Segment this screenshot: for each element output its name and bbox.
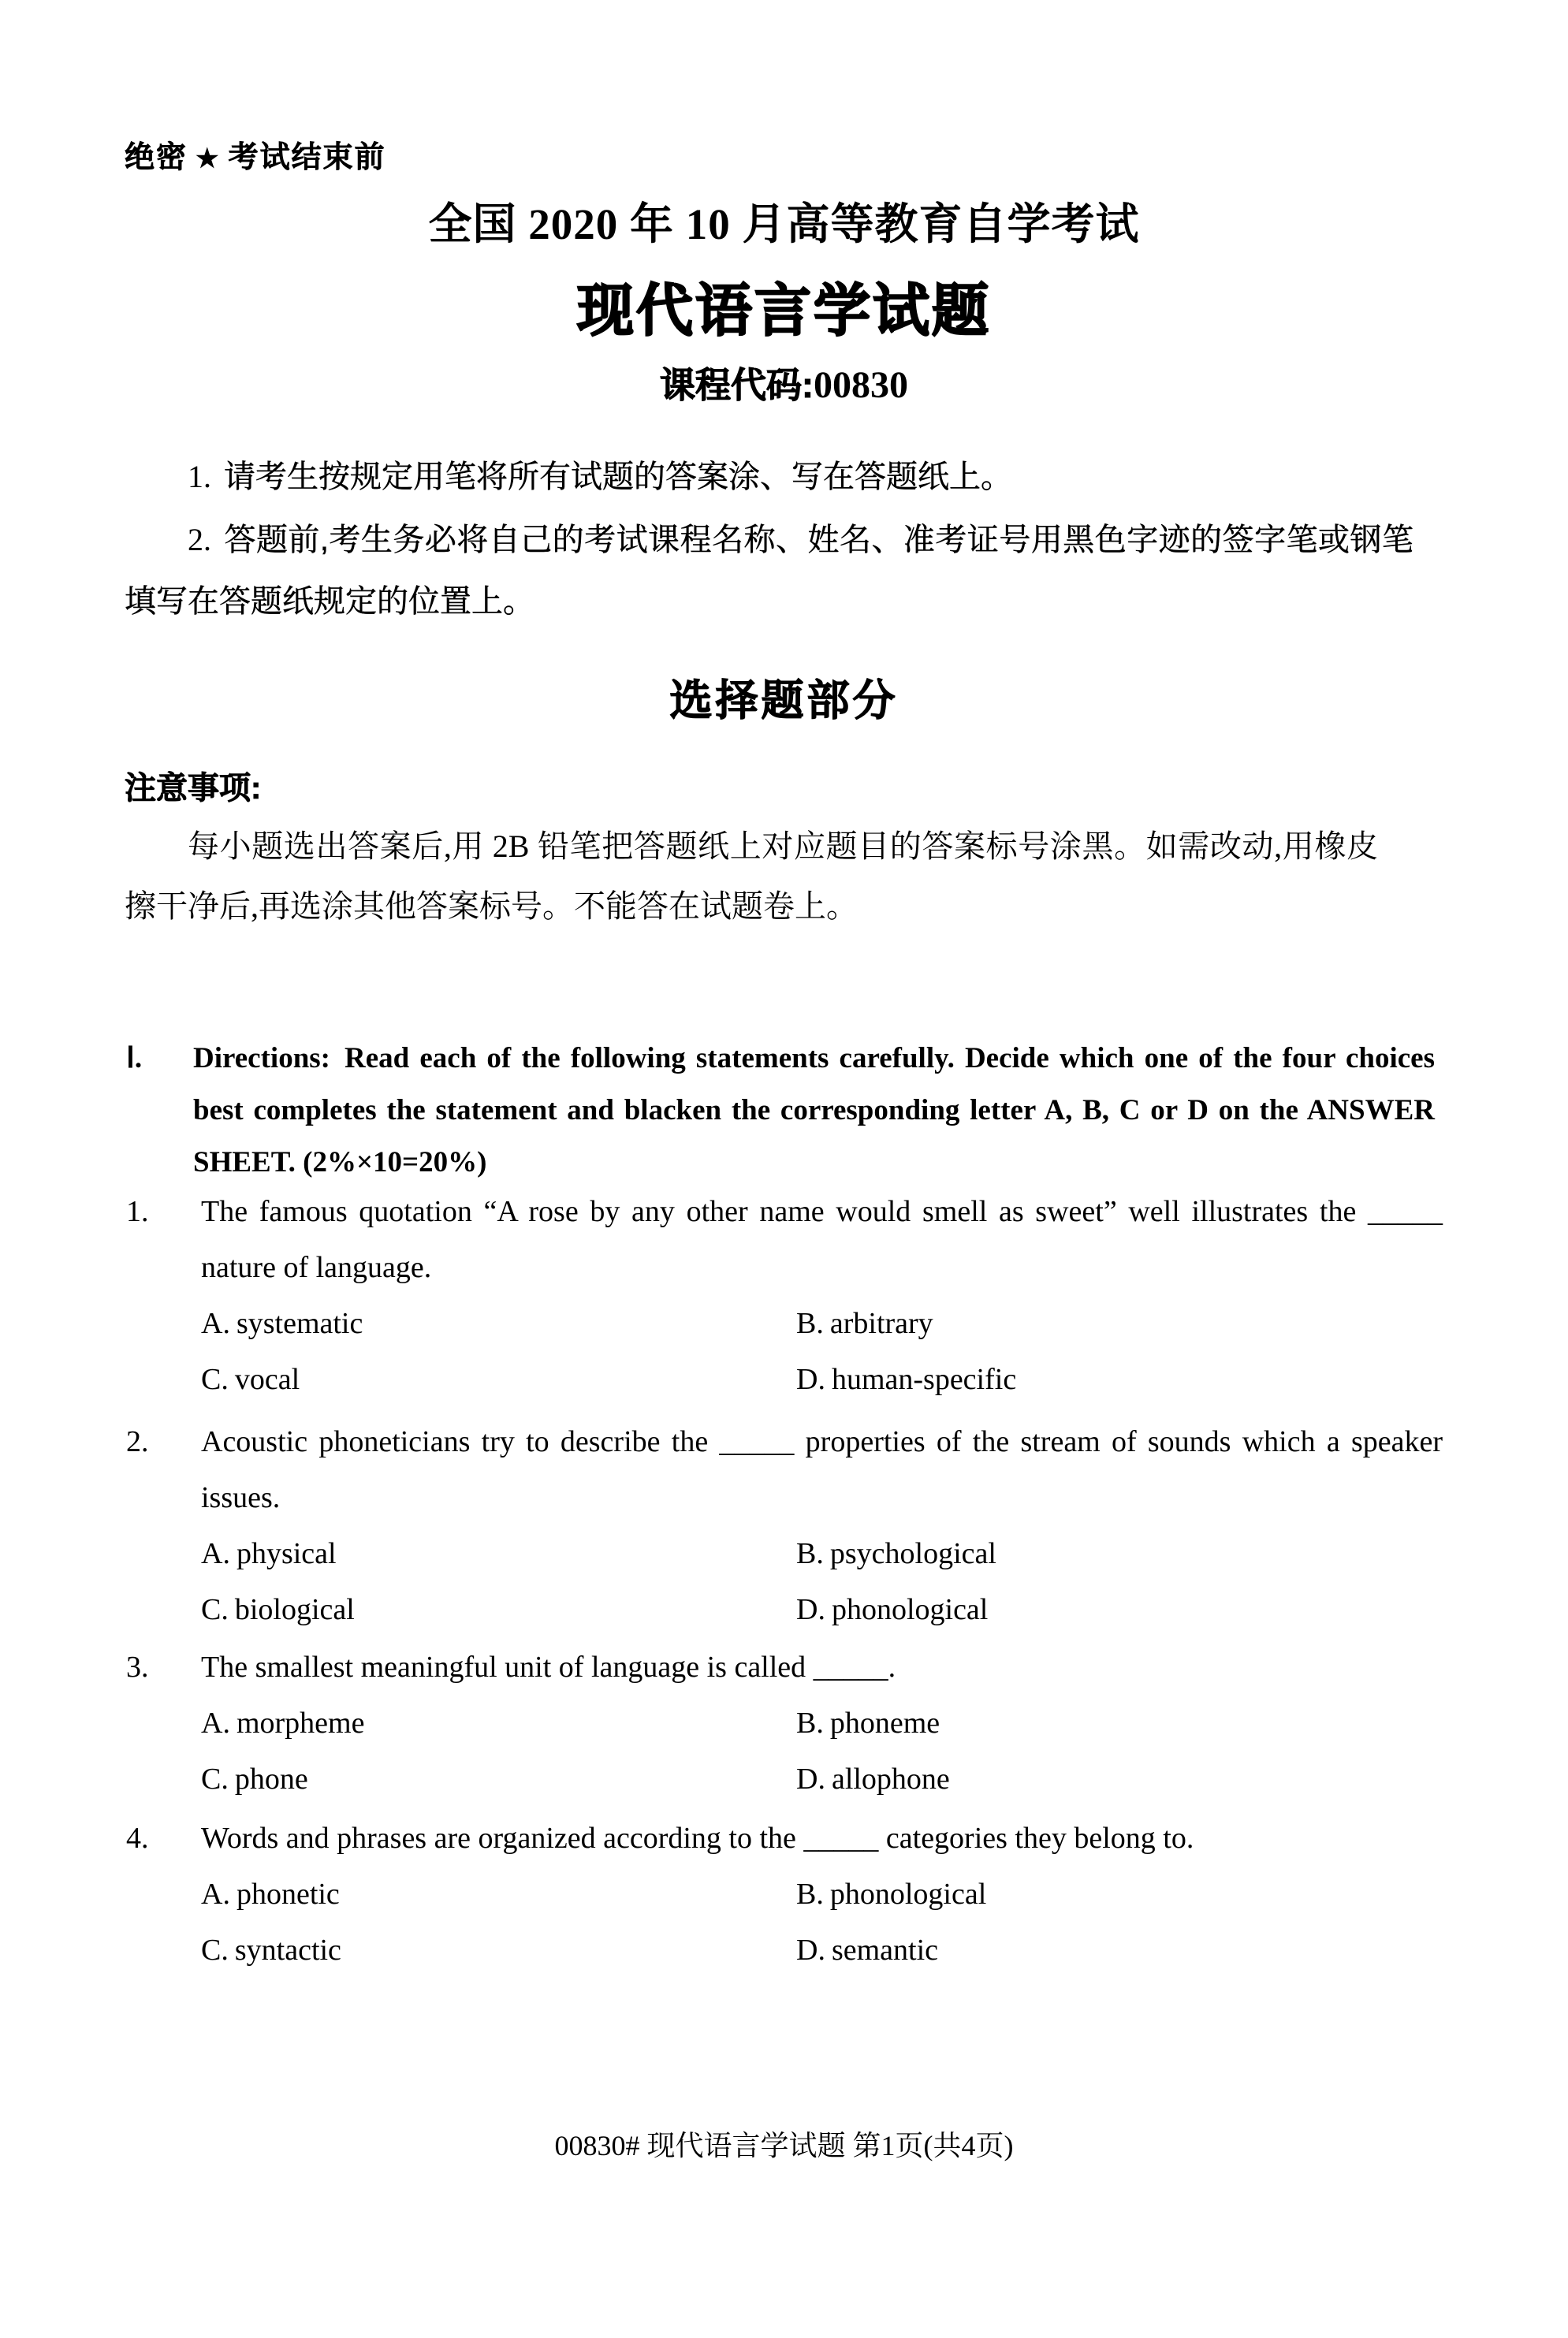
question-1-option-d	[796, 1352, 1443, 1408]
option-label: C.	[201, 1934, 229, 1967]
option-label: D.	[796, 1363, 825, 1396]
general-instruction-2-text: 答题前,考生务必将自己的考试课程名称、姓名、准考证号用黑色字迹的签字笔或钢笔填写在答题纸规定的位置上。	[125, 523, 1413, 619]
question-1-number: 1.	[126, 1195, 149, 1228]
option-label: D.	[796, 1934, 825, 1967]
secrecy-notice	[125, 132, 386, 176]
option-text: syntactic	[234, 1934, 341, 1967]
question-2-options	[201, 1526, 1443, 1638]
question-3-option-d	[796, 1752, 1443, 1807]
course-code-value: 00830	[814, 364, 908, 406]
option-label: C.	[201, 1363, 229, 1396]
option-text: phone	[234, 1763, 308, 1796]
notes-paragraph: 每小题选出答案后,用 2B 铅笔把答题纸上对应题目的答案标号涂黑。如需改动,用橡皮擦干净后,再选涂其他答案标号。不能答在试题卷上。	[125, 828, 1378, 924]
option-text: biological	[234, 1593, 355, 1626]
option-text: semantic	[831, 1934, 939, 1967]
option-label: A.	[201, 1537, 230, 1570]
part1-score: (2%×10=20%)	[303, 1146, 487, 1178]
question-2-body	[201, 1414, 1443, 1638]
option-label: B.	[796, 1537, 824, 1570]
section-title: 选择题部分	[669, 677, 899, 724]
part1-directions-text: Read each of the following statements carefully. Decide which one of the four choices best completes the statement and blacken the corresponding letter A, B, C or D on the ANSWER SHEET.	[193, 1042, 1435, 1178]
option-text: phonological	[831, 1593, 989, 1626]
course-code	[0, 356, 1568, 408]
question-4-body	[201, 1811, 1443, 1979]
option-text: morpheme	[236, 1707, 365, 1740]
general-instruction-2	[125, 509, 1413, 632]
option-text: psychological	[829, 1537, 996, 1570]
option-label: D.	[796, 1763, 825, 1796]
question-2-option-a	[201, 1526, 796, 1582]
option-label: B.	[796, 1878, 824, 1911]
question-2-option-b	[796, 1526, 1443, 1582]
option-text: physical	[236, 1537, 337, 1570]
exam-subtitle: 现代语言学试题	[576, 280, 991, 343]
option-label: A.	[201, 1307, 230, 1340]
question-3-option-b	[796, 1696, 1443, 1752]
question-1-option-a	[201, 1296, 796, 1352]
question-2-option-d	[796, 1582, 1443, 1638]
question-2-stem: Acoustic phoneticians try to describe the _____ properties of the stream of sounds which a speaker issues.	[201, 1425, 1443, 1514]
option-label: B.	[796, 1707, 824, 1740]
question-2-number: 2.	[126, 1425, 149, 1458]
option-text: allophone	[831, 1763, 950, 1796]
question-1-stem: The famous quotation “A rose by any other name would smell as sweet” well illustrates the _____ nature of language.	[201, 1195, 1443, 1284]
question-4-option-b	[796, 1867, 1443, 1923]
question-3-number: 3.	[126, 1651, 149, 1684]
option-text: phonetic	[236, 1878, 340, 1911]
part1-directions	[126, 1033, 1435, 1189]
classification-label: 绝密	[125, 141, 188, 174]
question-2-option-c	[201, 1582, 796, 1638]
question-1-option-b	[796, 1296, 1443, 1352]
option-text: human-specific	[831, 1363, 1017, 1396]
option-text: vocal	[234, 1363, 300, 1396]
option-label: B.	[796, 1307, 824, 1340]
general-instruction-2-number: 2.	[188, 522, 211, 557]
option-text: phonological	[829, 1878, 987, 1911]
option-text: systematic	[236, 1307, 363, 1340]
question-4-stem: Words and phrases are organized according to the _____ categories they belong to.	[201, 1822, 1194, 1855]
part1-directions-body	[193, 1033, 1435, 1189]
question-1-option-c	[201, 1352, 796, 1408]
question-4-option-d	[796, 1923, 1443, 1979]
question-1	[126, 1184, 1443, 1408]
general-instruction-1-text: 请考生按规定用笔将所有试题的答案涂、写在答题纸上。	[224, 460, 1012, 494]
exam-title: 全国 2020 年 10 月高等教育自学考试	[428, 200, 1140, 248]
general-instruction-1-number: 1.	[188, 459, 211, 494]
option-label: A.	[201, 1878, 230, 1911]
notes-heading: 注意事项:	[125, 771, 262, 806]
exam-timing-label: 考试结束前	[228, 141, 386, 174]
part1-numeral: Ⅰ.	[126, 1042, 143, 1074]
question-3-option-c	[201, 1752, 796, 1807]
course-code-label: 课程代码:	[660, 365, 814, 405]
option-label: D.	[796, 1593, 825, 1626]
option-label: C.	[201, 1763, 229, 1796]
option-label: A.	[201, 1707, 230, 1740]
question-4	[126, 1811, 1443, 1979]
question-3-body	[201, 1640, 1443, 1807]
option-label: C.	[201, 1593, 229, 1626]
question-3-options	[201, 1696, 1443, 1807]
general-instruction-1	[125, 446, 1413, 508]
question-4-number: 4.	[126, 1822, 149, 1855]
question-1-body	[201, 1184, 1443, 1408]
question-2	[126, 1414, 1443, 1638]
question-3	[126, 1640, 1443, 1807]
page-footer: 00830# 现代语言学试题 第1页(共4页)	[554, 2130, 1014, 2161]
question-3-stem: The smallest meaningful unit of language is called _____.	[201, 1651, 896, 1684]
question-3-option-a	[201, 1696, 796, 1752]
question-4-option-c	[201, 1923, 796, 1979]
option-text: arbitrary	[829, 1307, 933, 1340]
question-4-options	[201, 1867, 1443, 1979]
part1-directions-label: Directions:	[193, 1042, 330, 1074]
question-4-option-a	[201, 1867, 796, 1923]
star-icon: ★	[196, 143, 221, 173]
option-text: phoneme	[829, 1707, 940, 1740]
question-1-options	[201, 1296, 1443, 1408]
